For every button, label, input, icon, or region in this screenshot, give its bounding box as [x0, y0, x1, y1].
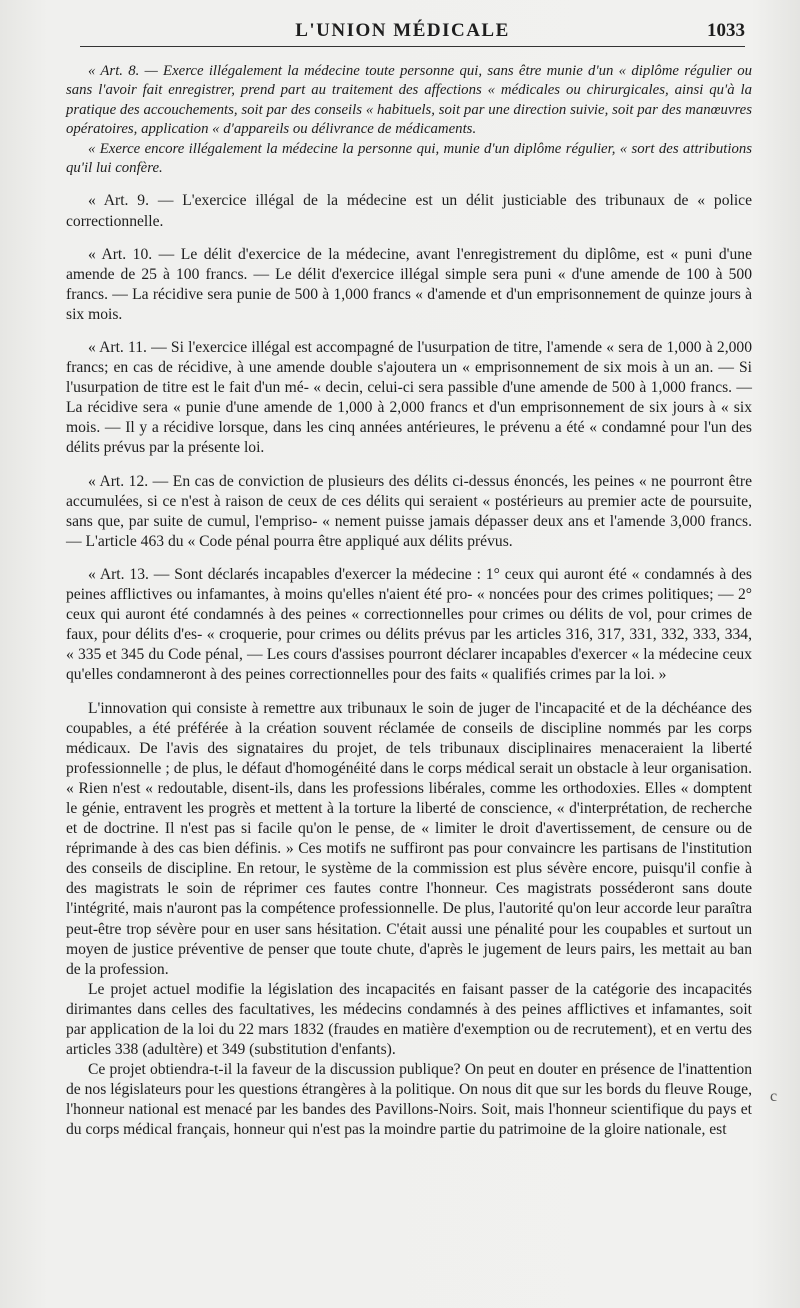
running-head [60, 20, 745, 44]
article-9-paragraph: « Art. 9. — L'exercice illégal de la médecine est un délit justiciable des tribunaux de « police correctionnelle. [66, 192, 752, 230]
article-body [66, 62, 752, 1141]
incapacity-paragraph: Le projet actuel modifie la législation des incapacités en faisant passer de la catégorie des incapacités dirimantes dans celles des facultatives, les médecins condamnés à des peines afflictives et infamantes, soit par application de la loi du 22 mars 1832 (fraudes en matière d'exemption ou de recrutement), et en vertu des articles 338 (adultère) et 349 (substitution d'enfants). [66, 980, 752, 1059]
header-rule [80, 46, 745, 47]
margin-mark: c [770, 1088, 778, 1105]
closing-paragraph: Ce projet obtiendra-t-il la faveur de la discussion publique? On peut en douter en présence de l'inattention de nos législateurs pour les questions étrangères à la politique. On nous dit que sur les bords du fleuve Rouge, l'honneur national est menacé par les bandes des Pavillons-Noirs. Soit, mais l'honneur scientifique du pays et du corps médical français, honneur qui n'est pas la moindre partie du patrimoine de la gloire nationale, est [66, 1061, 752, 1139]
article-13-paragraph: « Art. 13. — Sont déclarés incapables d'exercer la médecine : 1° ceux qui auront été « condamnés à des peines afflictives ou infamantes, à moins qu'elles n'aient été pro- « noncées pour des crimes politiques; — 2° ceux qui auront été condamnés à des peines « correctionnelles pour crimes ou délits de vol, pour crimes de faux, pour délits d'es- « croquerie, pour crimes ou délits prévus par les articles 316, 317, 331, 332, 333, 334, « 335 et 345 du Code pénal, — Les cours d'assises pourront déclarer incapables d'exercer « la médecine ceux qu'elles condamneront à des peines correctionnelles pour des faits « qualifiés crimes par la loi. » [66, 565, 752, 684]
page-number: 1033 [707, 20, 745, 41]
journal-title: L'UNION MÉDICALE [295, 20, 510, 41]
commentary-paragraph: L'innovation qui consiste à remettre aux tribunaux le soin de juger de l'incapacité et de la déchéance des coupables, a été préférée à la création souvent réclamée de conseils de discipline nommés par les corps médicaux. De l'avis des signataires du projet, de tels tribunaux disciplinaires menaceraient la liberté professionnelle ; de plus, le défaut d'homogénéité dans le corps médical serait un obstacle à leur organisation. « Rien n'est « redoutable, disent-ils, dans les professions libérales, comme les orthodoxies. Elles « domptent le génie, entravent les progrès et mettent à la torture la liberté de conscience, « d'interprétation, de recherche et de doctrine. Il n'est pas si facile qu'on le pense, de « limiter le droit d'avertissement, de censure ou de réprimande à des cas bien définis. » Ces motifs ne suffiront pas pour convaincre les partisans de l'institution des conseils de discipline. En retour, le système de la commission est plus sévère encore, puisqu'il confie à des magistrats le soin de réprimer ces fautes contre l'honneur. Ces magistrats posséderont sans doute l'intégrité, mais n'auront pas la compétence professionnelle. De plus, l'autorité qu'on leur accorde leur paraîtra peut-être trop sévère pour en user sans hésitation. C'était aussi une pénalité pour les coupables et surtout un moyen de justice préventive de penser que toute chute, d'après le jugement de leurs pairs, les mettait au ban de la profession. [66, 699, 752, 978]
article-10-paragraph: « Art. 10. — Le délit d'exercice de la médecine, avant l'enregistrement du diplôme, est « puni d'une amende de 25 à 100 francs. — Le délit d'exercice illégal simple sera puni « d'une amende de 100 à 500 francs. — La récidive sera punie de 500 à 1,000 francs « d'amende et d'un emprisonnement de quinze jours à six mois. [66, 245, 752, 323]
article-8-second-paragraph: « Exerce encore illégalement la médecine la personne qui, munie d'un diplôme régulier, « sort des attributions qu'il lui confère. [66, 140, 752, 177]
article-11-paragraph: « Art. 11. — Si l'exercice illégal est accompagné de l'usurpation de titre, l'amende « sera de 1,000 à 2,000 francs; en cas de récidive, à une amende double s'ajoutera un « emprisonnement de six mois à un an. — Si l'usurpation de titre est le fait d'un mé- « decin, celui-ci sera passible d'une amende de 500 à 1,000 francs. — La récidive sera « punie d'une amende de 1,000 à 2,000 francs et d'un emprisonnement de six jours à « six mois. — Il y a récidive lorsque, dans les cinq années antérieures, le prévenu a été « condamné pour l'un des délits prévus par la présente loi. [66, 339, 752, 457]
article-12-paragraph: « Art. 12. — En cas de conviction de plusieurs des délits ci-dessus énoncés, les peines « ne pourront être accumulées, si ce n'est à raison de ceux de ces délits qui seraient « postérieurs au premier acte de poursuite, sans que, par suite de cumul, l'empriso- « nement puisse jamais dépasser deux ans et l'amende 3,000 francs. — L'article 463 du « Code pénal pourra être appliqué aux délits prévus. [66, 472, 752, 550]
article-8-paragraph: « Art. 8. — Exerce illégalement la médecine toute personne qui, sans être munie d'un « diplôme régulier ou sans l'avoir fait enregistrer, prend part au traitement des affections « médicales ou chirurgicales, ainsi qu'à la pratique des accouchements, soit par des conseils « habituels, soit par une direction suivie, soit par des manœuvres opératoires, application « d'appareils ou délivrance de médicaments. [66, 63, 752, 138]
